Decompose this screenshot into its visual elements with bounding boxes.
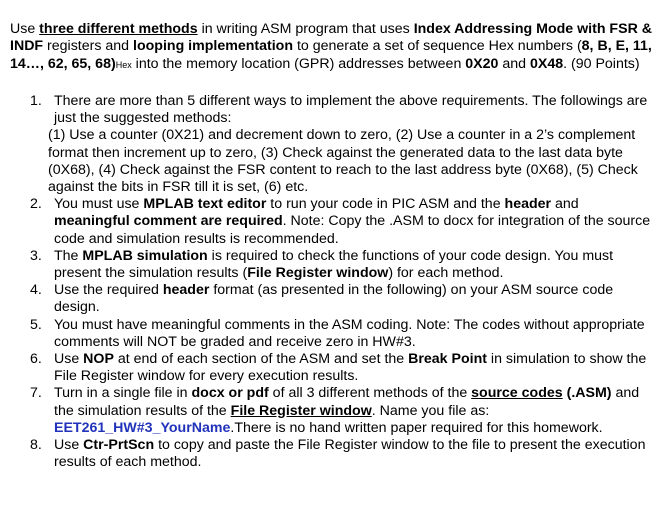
nop-emphasis: NOP [83,351,114,368]
item-text-run: Use [54,351,84,368]
file-register-window-emphasis: File Register window [230,402,372,419]
item-number: 6. [30,351,42,368]
item-text-run: to copy and paste the File Register window to the file to present the execution results of each method. [54,437,646,471]
item-text-run: . Note: Copy the .ASM to docx for integration of the source code and simulation results is recommended. [54,213,651,247]
mplab-simulation-emphasis: MPLAB simulation [82,247,208,264]
item-text-run: format (as presented in the following) on your ASM source code design. [54,282,614,316]
assignment-intro [10,21,660,74]
list-item [30,93,655,196]
item-text: There are more than 5 different ways to implement the above requirements. The followings are just the suggested methods: [54,93,648,127]
comment-required-emphasis: meaningful comment are required [54,213,283,230]
list-item [30,385,655,437]
file-register-emphasis: File Register window [247,265,389,282]
header-emphasis: header [504,196,552,213]
item-text-run: Use [54,437,84,454]
item-number: 3. [30,247,42,264]
three-methods-emphasis: three different methods [39,21,198,38]
item-text-run: ) for each method. [388,265,504,282]
index-addressing-emphasis: Index Addressing Mode with FSR & INDF [10,21,652,55]
item-text [54,282,655,316]
item-text-run: and the simulation results of the [54,385,640,419]
source-codes-emphasis: source codes [471,385,563,402]
item-text-run: The [54,247,83,264]
intro-text: to generate a set of sequence Hex numbers ( [293,38,582,55]
file-name-example: EET261_HW#3_YourName [54,419,231,436]
item-number: 7. [30,385,42,402]
item-text-run: at end of each section of the ASM and set the [113,351,409,368]
list-item [30,282,655,316]
item-text: You must have meaningful comments in the ASM coding. Note: The codes without appropriate comments will NOT be graded and receive zero in HW#3. [54,316,645,350]
list-item [30,248,655,282]
item-text [54,196,655,248]
hex-sequence: 8, B, E, 11, 14…, 62, 65, 68 [10,38,652,72]
item-text [54,385,655,437]
intro-text: . (90 Points) [563,55,640,72]
item-number: 1. [30,93,42,109]
mplab-editor-emphasis: MPLAB text editor [143,196,267,213]
item-number: 4. [30,282,42,299]
item-text-run: to run your code in PIC ASM and the [266,196,505,213]
intro-text: ) [110,55,116,72]
item-number: 2. [30,196,42,213]
intro-text: into the memory location (GPR) addresses between [131,55,466,72]
item-text-run: You must use [54,196,144,213]
break-point-emphasis: Break Point [408,351,487,368]
address-start: 0X20 [465,55,499,72]
item-text-run: Turn in a single file in [54,385,192,402]
list-item [30,317,655,351]
item-text-run: and [551,196,579,213]
requirements-list [30,93,655,471]
item-text [54,437,655,471]
looping-emphasis: looping implementation [133,38,294,55]
item-text-run: Use the required [54,282,163,299]
header-emphasis: header [162,282,210,299]
docx-pdf-emphasis: docx or pdf [191,385,269,402]
suggested-methods: (1) Use a counter (0X21) and decrement down to zero, (2) Use a counter in a 2’s complement format then increment up to zero, (3) Check against the generated data to the last data byte (0X68), (4) Check against the FSR content to reach to the last address byte (0X68), (5) Check against the bits in FSR till it is set, (6) etc. [48,127,638,196]
ctr-prtscn-emphasis: Ctr-PrtScn [83,437,155,454]
intro-text: Use [10,21,40,38]
item-text-run: of all 3 different methods of the [268,385,472,402]
intro-text: and [498,55,530,72]
list-item [30,351,655,385]
list-item [30,196,655,248]
item-text [54,248,655,282]
asm-extension-emphasis: (.ASM) [566,385,612,402]
list-item [30,437,655,471]
intro-text: in writing ASM program that uses [197,21,414,38]
item-number: 8. [30,437,42,454]
address-end: 0X48 [529,55,564,72]
item-text-run: . Name you file as: [371,402,490,419]
item-number: 5. [30,316,42,333]
item-text [54,351,655,385]
intro-text: registers and [43,38,134,55]
item-text-run: is required to check the functions of your code design. You must present the simulation results ( [54,247,614,282]
item-text-run: .There is no hand written paper required for this homework. [230,419,603,436]
hex-subscript: Hex [115,59,132,70]
item-text-run: in simulation to show the File Register window for every execution results. [54,351,647,385]
